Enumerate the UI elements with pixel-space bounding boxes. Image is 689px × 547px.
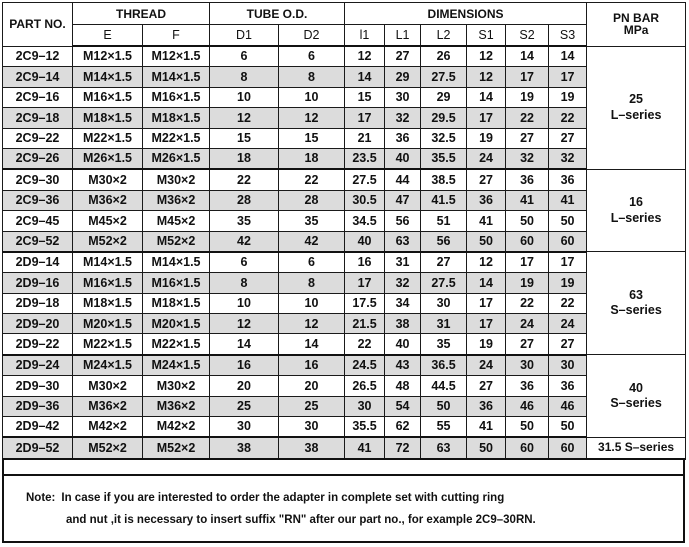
dim-l2-cell: 27.5: [421, 67, 467, 87]
part-number-cell: 2C9–18: [3, 108, 73, 128]
part-number-cell: 2D9–16: [3, 273, 73, 293]
pn-rating-cell: [587, 46, 686, 169]
tube-d1-cell: 10: [210, 293, 279, 313]
dim-s1-cell: 19: [467, 128, 506, 148]
pn-rating-value: 63: [629, 287, 644, 302]
dim-s2-cell: 22: [506, 108, 549, 128]
dim-l1-lower-cell: 17: [345, 273, 385, 293]
col-header-e: E: [73, 25, 143, 47]
part-number-cell: 2C9–52: [3, 231, 73, 252]
tube-d1-cell: 8: [210, 67, 279, 87]
col-header-l1-lower: l1: [345, 25, 385, 47]
dim-l1-lower-cell: 12: [345, 46, 385, 67]
dim-l2-cell: 26: [421, 46, 467, 67]
part-number-cell: 2D9–52: [3, 437, 73, 458]
dim-l1-cell: 40: [385, 148, 421, 169]
tube-d2-cell: 12: [279, 108, 345, 128]
dim-s1-cell: 14: [467, 87, 506, 107]
pn-rating-value: 25: [629, 92, 644, 107]
tube-d1-cell: 15: [210, 128, 279, 148]
dim-l1-lower-cell: 21: [345, 128, 385, 148]
dim-l2-cell: 35.5: [421, 148, 467, 169]
pn-rating-cell: [587, 169, 686, 252]
dim-s3-cell: 19: [549, 273, 587, 293]
dim-s3-cell: 32: [549, 148, 587, 169]
table-row: [3, 67, 686, 87]
table-row: [3, 355, 686, 376]
dim-s3-cell: 27: [549, 334, 587, 355]
pn-bar-header: [587, 3, 686, 47]
tube-d1-cell: 20: [210, 376, 279, 396]
dim-s1-cell: 36: [467, 396, 506, 416]
dim-s3-cell: 14: [549, 46, 587, 67]
tube-d1-cell: 6: [210, 252, 279, 273]
dim-s1-cell: 24: [467, 355, 506, 376]
thread-e-cell: M30×2: [73, 169, 143, 190]
tube-d2-cell: 15: [279, 128, 345, 148]
dim-s2-cell: 36: [506, 376, 549, 396]
dim-l1-cell: 43: [385, 355, 421, 376]
tube-d2-cell: 42: [279, 231, 345, 252]
dim-s3-cell: 36: [549, 169, 587, 190]
dim-s3-cell: 60: [549, 231, 587, 252]
thread-e-cell: M16×1.5: [73, 87, 143, 107]
thread-f-cell: M52×2: [143, 231, 210, 252]
pn-series-label: L–series: [610, 107, 662, 122]
dim-s2-cell: 32: [506, 148, 549, 169]
tube-od-header: TUBE O.D.: [210, 3, 345, 25]
dim-s1-cell: 12: [467, 252, 506, 273]
dim-l1-lower-cell: 24.5: [345, 355, 385, 376]
thread-e-cell: M18×1.5: [73, 108, 143, 128]
dim-l1-cell: 32: [385, 273, 421, 293]
tube-d2-cell: 16: [279, 355, 345, 376]
dim-l1-lower-cell: 26.5: [345, 376, 385, 396]
table-row: [3, 252, 686, 273]
dim-l1-lower-cell: 15: [345, 87, 385, 107]
dim-s2-cell: 36: [506, 169, 549, 190]
header-row-sub: [3, 25, 686, 47]
dim-s3-cell: 17: [549, 252, 587, 273]
tube-d1-cell: 22: [210, 169, 279, 190]
dim-s2-cell: 46: [506, 396, 549, 416]
dim-l1-cell: 62: [385, 417, 421, 438]
tube-d1-cell: 25: [210, 396, 279, 416]
dim-l1-cell: 72: [385, 437, 421, 458]
dim-s1-cell: 41: [467, 211, 506, 231]
dim-l2-cell: 56: [421, 231, 467, 252]
dim-l1-cell: 54: [385, 396, 421, 416]
table-row: [3, 334, 686, 355]
dim-s3-cell: 46: [549, 396, 587, 416]
thread-e-cell: M36×2: [73, 396, 143, 416]
tube-d2-cell: 18: [279, 148, 345, 169]
tube-d2-cell: 12: [279, 314, 345, 334]
dim-l2-cell: 63: [421, 437, 467, 458]
dim-l1-lower-cell: 30.5: [345, 190, 385, 210]
tube-d1-cell: 6: [210, 46, 279, 67]
thread-e-cell: M36×2: [73, 190, 143, 210]
table-row: [3, 314, 686, 334]
dim-l1-lower-cell: 34.5: [345, 211, 385, 231]
dim-s1-cell: 12: [467, 46, 506, 67]
thread-f-cell: M42×2: [143, 417, 210, 438]
dim-l2-cell: 36.5: [421, 355, 467, 376]
tube-d1-cell: 18: [210, 148, 279, 169]
dim-l1-lower-cell: 30: [345, 396, 385, 416]
dim-l1-lower-cell: 41: [345, 437, 385, 458]
dim-s1-cell: 41: [467, 417, 506, 438]
table-row: [3, 231, 686, 252]
note-label: Note:: [26, 492, 56, 504]
part-no-header: PART NO.: [3, 3, 73, 47]
table-row: [3, 211, 686, 231]
dim-s2-cell: 24: [506, 314, 549, 334]
tube-d1-cell: 10: [210, 87, 279, 107]
header-row-main: [3, 3, 686, 25]
table-row: [3, 87, 686, 107]
tube-d2-cell: 14: [279, 334, 345, 355]
dim-s1-cell: 17: [467, 293, 506, 313]
pn-rating-value: 31.5 S–series: [598, 440, 675, 455]
dim-s3-cell: 24: [549, 314, 587, 334]
dim-l1-lower-cell: 23.5: [345, 148, 385, 169]
pn-rating-value: 40: [629, 380, 644, 395]
tube-d1-cell: 35: [210, 211, 279, 231]
tube-d2-cell: 10: [279, 87, 345, 107]
tube-d1-cell: 12: [210, 108, 279, 128]
thread-e-cell: M22×1.5: [73, 128, 143, 148]
thread-f-cell: M30×2: [143, 169, 210, 190]
table-row: [3, 437, 686, 458]
part-number-cell: 2C9–26: [3, 148, 73, 169]
tube-d1-cell: 30: [210, 417, 279, 438]
dim-s1-cell: 27: [467, 169, 506, 190]
dim-s3-cell: 36: [549, 376, 587, 396]
thread-e-cell: M45×2: [73, 211, 143, 231]
thread-e-cell: M24×1.5: [73, 355, 143, 376]
col-header-d1: D1: [210, 25, 279, 47]
tube-d1-cell: 28: [210, 190, 279, 210]
dim-l1-cell: 48: [385, 376, 421, 396]
dim-l1-cell: 34: [385, 293, 421, 313]
dimensions-header: DIMENSIONS: [345, 3, 587, 25]
pn-series-label: S–series: [610, 303, 662, 318]
part-number-cell: 2D9–36: [3, 396, 73, 416]
thread-e-cell: M22×1.5: [73, 334, 143, 355]
part-number-cell: 2C9–30: [3, 169, 73, 190]
dim-s1-cell: 27: [467, 376, 506, 396]
tube-d1-cell: 8: [210, 273, 279, 293]
pn-rating-cell: [587, 437, 686, 458]
thread-f-cell: M14×1.5: [143, 67, 210, 87]
tube-d2-cell: 6: [279, 46, 345, 67]
dim-l1-cell: 56: [385, 211, 421, 231]
pn-bar-header-line1: PN BAR: [613, 11, 660, 26]
dim-s3-cell: 50: [549, 211, 587, 231]
tube-d2-cell: 20: [279, 376, 345, 396]
tube-d1-cell: 12: [210, 314, 279, 334]
dim-s1-cell: 17: [467, 108, 506, 128]
dim-s1-cell: 19: [467, 334, 506, 355]
thread-e-cell: M30×2: [73, 376, 143, 396]
tube-d2-cell: 8: [279, 67, 345, 87]
thread-f-cell: M26×1.5: [143, 148, 210, 169]
dim-s3-cell: 27: [549, 128, 587, 148]
dim-s2-cell: 19: [506, 87, 549, 107]
dim-s3-cell: 22: [549, 108, 587, 128]
thread-f-cell: M36×2: [143, 190, 210, 210]
col-header-s1: S1: [467, 25, 506, 47]
part-number-cell: 2D9–20: [3, 314, 73, 334]
dim-s2-cell: 17: [506, 67, 549, 87]
thread-e-cell: M14×1.5: [73, 67, 143, 87]
note-text-1: In case if you are interested to order the adapter in complete set with cutting ring: [61, 492, 505, 504]
dim-l2-cell: 27: [421, 252, 467, 273]
table-row: [3, 396, 686, 416]
thread-f-cell: M16×1.5: [143, 87, 210, 107]
dim-s2-cell: 60: [506, 231, 549, 252]
dim-s2-cell: 14: [506, 46, 549, 67]
pn-rating-value: 16: [629, 195, 644, 209]
dim-s1-cell: 36: [467, 190, 506, 210]
part-number-cell: 2C9–12: [3, 46, 73, 67]
dim-l1-cell: 44: [385, 169, 421, 190]
dim-l2-cell: 38.5: [421, 169, 467, 190]
table-row: [3, 128, 686, 148]
dim-l1-lower-cell: 27.5: [345, 169, 385, 190]
thread-e-cell: M52×2: [73, 437, 143, 458]
thread-f-cell: M52×2: [143, 437, 210, 458]
thread-f-cell: M36×2: [143, 396, 210, 416]
dim-l1-lower-cell: 17.5: [345, 293, 385, 313]
dim-s1-cell: 14: [467, 273, 506, 293]
note-line-2: and nut ,it is necessary to insert suffix "RN" after our part no., for example 2C9–30RN.: [66, 514, 536, 526]
dim-s1-cell: 50: [467, 437, 506, 458]
dim-s3-cell: 41: [549, 190, 587, 210]
tube-d2-cell: 22: [279, 169, 345, 190]
dim-l2-cell: 32.5: [421, 128, 467, 148]
tube-d1-cell: 16: [210, 355, 279, 376]
dim-l1-cell: 40: [385, 334, 421, 355]
table-row: [3, 169, 686, 190]
thread-f-cell: M45×2: [143, 211, 210, 231]
tube-d1-cell: 38: [210, 437, 279, 458]
part-number-cell: 2D9–24: [3, 355, 73, 376]
part-number-cell: 2C9–14: [3, 67, 73, 87]
dim-l1-cell: 31: [385, 252, 421, 273]
thread-f-cell: M14×1.5: [143, 252, 210, 273]
thread-e-cell: M12×1.5: [73, 46, 143, 67]
tube-d2-cell: 25: [279, 396, 345, 416]
dim-l1-lower-cell: 17: [345, 108, 385, 128]
dim-s2-cell: 50: [506, 417, 549, 438]
thread-f-cell: M18×1.5: [143, 108, 210, 128]
table-row: [3, 376, 686, 396]
dim-s2-cell: 41: [506, 190, 549, 210]
dim-l1-cell: 30: [385, 87, 421, 107]
tube-d2-cell: 6: [279, 252, 345, 273]
part-number-cell: 2C9–36: [3, 190, 73, 210]
dim-s2-cell: 17: [506, 252, 549, 273]
pn-bar-header-line2: MPa: [623, 23, 649, 38]
pn-series-label: L–series: [610, 210, 662, 225]
part-number-cell: 2C9–45: [3, 211, 73, 231]
dim-l1-lower-cell: 22: [345, 334, 385, 355]
dim-s2-cell: 19: [506, 273, 549, 293]
table-row: [3, 46, 686, 67]
thread-f-cell: M24×1.5: [143, 355, 210, 376]
thread-f-cell: M16×1.5: [143, 273, 210, 293]
dim-l1-cell: 47: [385, 190, 421, 210]
dim-l2-cell: 29: [421, 87, 467, 107]
dim-l2-cell: 50: [421, 396, 467, 416]
dim-s1-cell: 50: [467, 231, 506, 252]
tube-d1-cell: 14: [210, 334, 279, 355]
dim-l1-cell: 38: [385, 314, 421, 334]
dim-l1-lower-cell: 21.5: [345, 314, 385, 334]
thread-f-cell: M22×1.5: [143, 334, 210, 355]
table-row: [3, 273, 686, 293]
part-number-cell: 2C9–22: [3, 128, 73, 148]
thread-f-cell: M12×1.5: [143, 46, 210, 67]
dim-s1-cell: 12: [467, 67, 506, 87]
dim-s2-cell: 50: [506, 211, 549, 231]
dim-l2-cell: 51: [421, 211, 467, 231]
dim-l2-cell: 29.5: [421, 108, 467, 128]
dim-s1-cell: 24: [467, 148, 506, 169]
dim-l1-cell: 27: [385, 46, 421, 67]
tube-d2-cell: 38: [279, 437, 345, 458]
table-row: [3, 148, 686, 169]
tube-d2-cell: 8: [279, 273, 345, 293]
dim-s2-cell: 22: [506, 293, 549, 313]
col-header-s3: S3: [549, 25, 587, 47]
col-header-d2: D2: [279, 25, 345, 47]
thread-e-cell: M26×1.5: [73, 148, 143, 169]
table-row: [3, 417, 686, 438]
thread-f-cell: M22×1.5: [143, 128, 210, 148]
thread-e-cell: M16×1.5: [73, 273, 143, 293]
adapter-spec-table: [2, 2, 686, 460]
pn-rating-cell: [587, 355, 686, 438]
dim-l2-cell: 31: [421, 314, 467, 334]
dim-s3-cell: 19: [549, 87, 587, 107]
tube-d1-cell: 42: [210, 231, 279, 252]
col-header-f: F: [143, 25, 210, 47]
note-line-1: [26, 492, 504, 504]
dim-s1-cell: 17: [467, 314, 506, 334]
dim-s2-cell: 30: [506, 355, 549, 376]
pn-rating-cell: [587, 252, 686, 355]
tube-d2-cell: 10: [279, 293, 345, 313]
table-row: [3, 108, 686, 128]
part-number-cell: 2D9–18: [3, 293, 73, 313]
table-row: [3, 190, 686, 210]
thread-f-cell: M30×2: [143, 376, 210, 396]
thread-f-cell: M18×1.5: [143, 293, 210, 313]
part-number-cell: 2D9–22: [3, 334, 73, 355]
thread-e-cell: M52×2: [73, 231, 143, 252]
dim-s3-cell: 50: [549, 417, 587, 438]
thread-e-cell: M14×1.5: [73, 252, 143, 273]
thread-e-cell: M20×1.5: [73, 314, 143, 334]
dim-l2-cell: 30: [421, 293, 467, 313]
part-number-cell: 2C9–16: [3, 87, 73, 107]
dim-l1-lower-cell: 16: [345, 252, 385, 273]
col-header-s2: S2: [506, 25, 549, 47]
order-note: [2, 474, 685, 543]
dim-l1-cell: 63: [385, 231, 421, 252]
tube-d2-cell: 30: [279, 417, 345, 438]
thread-f-cell: M20×1.5: [143, 314, 210, 334]
dim-l2-cell: 44.5: [421, 376, 467, 396]
tube-d2-cell: 35: [279, 211, 345, 231]
tube-d2-cell: 28: [279, 190, 345, 210]
dim-l1-lower-cell: 14: [345, 67, 385, 87]
dim-s2-cell: 27: [506, 334, 549, 355]
thread-e-cell: M42×2: [73, 417, 143, 438]
dim-l2-cell: 35: [421, 334, 467, 355]
dim-s2-cell: 60: [506, 437, 549, 458]
dim-s3-cell: 60: [549, 437, 587, 458]
dim-l1-lower-cell: 35.5: [345, 417, 385, 438]
dim-s3-cell: 22: [549, 293, 587, 313]
dim-s3-cell: 30: [549, 355, 587, 376]
part-number-cell: 2D9–42: [3, 417, 73, 438]
pn-series-label: S–series: [610, 396, 662, 411]
col-header-l1: L1: [385, 25, 421, 47]
dim-l1-cell: 36: [385, 128, 421, 148]
dim-l2-cell: 27.5: [421, 273, 467, 293]
dim-s2-cell: 27: [506, 128, 549, 148]
part-number-cell: 2D9–14: [3, 252, 73, 273]
thread-header: THREAD: [73, 3, 210, 25]
dim-l2-cell: 55: [421, 417, 467, 438]
col-header-l2: L2: [421, 25, 467, 47]
table-row: [3, 293, 686, 313]
dim-l2-cell: 41.5: [421, 190, 467, 210]
dim-l1-cell: 29: [385, 67, 421, 87]
dim-l1-cell: 32: [385, 108, 421, 128]
part-number-cell: 2D9–30: [3, 376, 73, 396]
thread-e-cell: M18×1.5: [73, 293, 143, 313]
dim-l1-lower-cell: 40: [345, 231, 385, 252]
dim-s3-cell: 17: [549, 67, 587, 87]
spec-table-body: [3, 46, 686, 459]
